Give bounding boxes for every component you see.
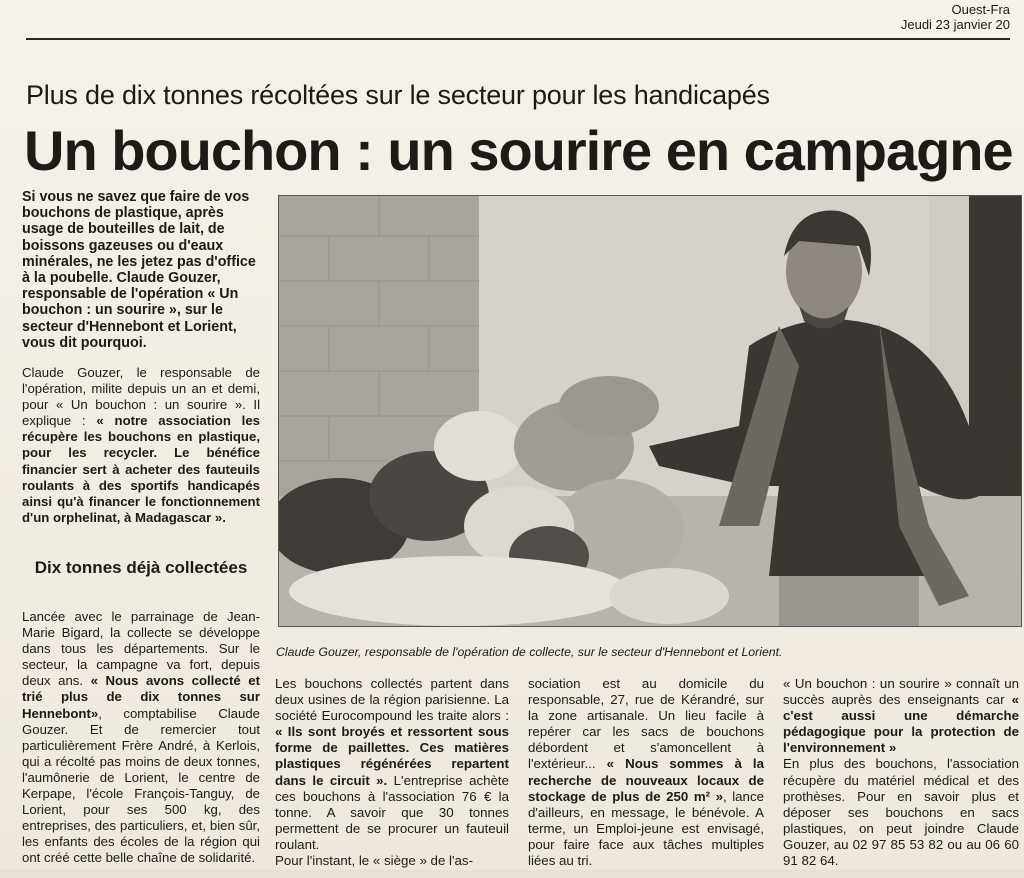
headline: Un bouchon : un sourire en campagne [24, 119, 1013, 182]
paragraph-intro-quote: « notre association les récupère les bouchons en plastique, pour les recycler. Le bénéfice financier sert à acheter des fauteuils roulants à des sportifs handicapés ainsi qu'à financer le fonctionnement d'un orphelinat, à Madagascar ». [22, 413, 261, 525]
column-4-text-a: « Un bouchon : un sourire » connaît un succès auprès des enseignants car [783, 676, 1019, 708]
article-photo [278, 195, 1022, 627]
lede-paragraph: Si vous ne savez que faire de vos bouchons de plastique, après usage de bouteilles de lait, de boissons gazeuses ou d'eaux minérales, ne les jetez pas d'office à la poubelle. Claude Gouzer, responsable de l'opération « Un bouchon : un sourire », sur le secteur d'Hennebont et Lorient, vous dit pourquoi. [22, 189, 256, 351]
column-4-quote: « c'est aussi une démarche pédagogique pour la protection de l'environnement » [783, 692, 1019, 756]
column-3-text-b: , lance d'ailleurs, en message, le bénévole. A terme, un Emploi-jeune est envisagé, pour faire face aux tâches multiples liées au tri. [528, 788, 764, 869]
column-3 [528, 676, 764, 869]
column-3-text-a: sociation est au domicile du responsable, 27, rue de Kérandré, sur la zone artisanale. Un lieu facile à repérer car les sacs de bouchons débordent et s'amoncellent à l'extérieur... [528, 676, 764, 772]
publication-date: Jeudi 23 janvier 20 [900, 17, 1010, 32]
column-2-text-a: Les bouchons collectés partent dans deux usines de la région parisienne. La société Eurocompound les traite alors : [275, 676, 509, 724]
subheading: Dix tonnes déjà collectées [34, 558, 248, 577]
column-4 [783, 676, 1019, 869]
paragraph-collection-quote: « Nous avons collecté et trié plus de dix tonnes sur Hennebont» [22, 673, 260, 721]
paragraph-collection [22, 609, 260, 867]
paragraph-intro-text: Claude Gouzer, le responsable de l'opération, milite depuis un an et demi, pour « Un bouchon : un sourire ». Il explique : [22, 365, 260, 429]
paragraph-intro [22, 365, 260, 526]
photo-caption: Claude Gouzer, responsable de l'opération de collecte, sur le secteur d'Hennebont et Lorient. [276, 645, 783, 659]
column-4-text-b: En plus des bouchons, l'association récupère du matériel médical et des prothèses. Pour en savoir plus et déposer ses bouchons en sacs plastiques, on peut joindre Claude Gouzer, au 02 97 85 53 82 ou au 06 60 91 82 64. [783, 756, 1019, 869]
column-2-quote: « Ils sont broyés et ressortent sous forme de paillettes. Ces matières plastiques régénérées repartent dans le circuit ». [275, 724, 509, 788]
kicker: Plus de dix tonnes récoltées sur le secteur pour les handicapés [26, 80, 770, 110]
masthead [901, 2, 1010, 32]
paragraph-collection-text-a: Lancée avec le parrainage de Jean-Marie Bigard, la collecte se développe dans tous les départements. Sur le secteur, la campagne va fort, depuis deux ans. [22, 609, 260, 689]
page-edge [0, 870, 1024, 878]
paragraph-collection-text-b: , comptabilise Claude Gouzer. Et de remercier tout particulièrement Frère André, à Kerlois, qui a récolté pas moins de deux tonnes, l'aumônerie de Lorient, le centre de Kerpape, l'école François-Tanguy, de Lorient, pour ses 500 kg, des entreprises, des particuliers, et, bien sûr, les enfants des écoles de la région qui ont créé cette belle chaîne de solidarité. [22, 705, 260, 866]
column-2-text-b: L'entreprise achète ces bouchons à l'association 76 € la tonne. A savoir que 30 tonnes permettent de se procurer un fauteuil roulant. [275, 772, 510, 852]
photo-illustration [279, 196, 1022, 627]
column-3-quote: « Nous sommes à la recherche de nouveaux locaux de stockage de plus de 250 m² » [528, 756, 764, 804]
newspaper-name: Ouest-Fra [951, 2, 1010, 17]
header-rule [26, 38, 1010, 40]
column-2 [275, 676, 509, 869]
column-2-text-c: Pour l'instant, le « siège » de l'as- [275, 853, 473, 869]
